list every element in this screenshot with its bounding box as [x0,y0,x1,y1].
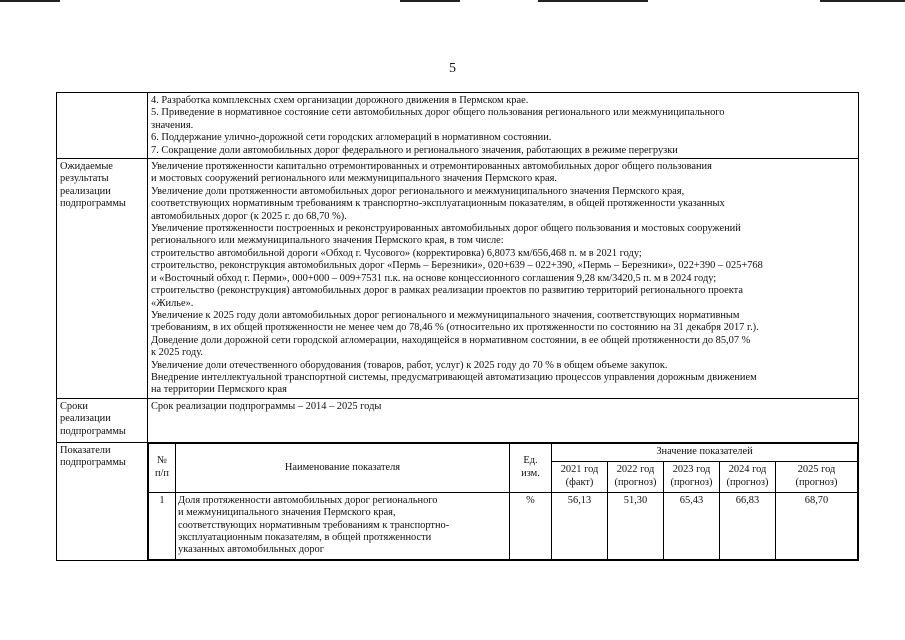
results-label [57,159,148,399]
row-name-line: и межмуниципального значения Пермского края, [178,507,396,519]
row-unit: % [510,492,552,559]
col-unit-header-line: изм. [521,467,540,479]
page-number: 5 [449,61,456,76]
col-num-header-line: п/п [154,467,169,479]
result-line: строительство (реконструкция) автомобильных дорог в рамках реализации проектов по развитию территорий регионального проекта [151,285,743,297]
year-label: 2022 год [616,464,655,476]
results-label-line: Ожидаемые [60,161,113,173]
passport-table [56,92,859,561]
results-cell [148,159,859,399]
year-header [608,461,664,492]
result-line: строительство автомобильной дороги «Обход г. Чусового» (корректировка) 6,8073 км/656,468 п. м в 2021 году; [151,247,642,259]
result-line: Увеличение протяженности капитально отремонтированных и отремонтированных автомобильных дорог общего пользования [151,161,712,173]
task-line: 7. Сокращение доли автомобильных дорог федерального и регионального значения, работающих в режиме перегрузки [151,144,678,156]
year-header [664,461,720,492]
result-line: к 2025 году. [151,347,203,359]
row-name-line: соответствующих нормативным требованиям к транспортно- [178,519,450,531]
task-line: 6. Поддержание улично-дорожной сети городских агломераций в нормативном состоянии. [151,132,552,144]
result-line: автомобильных дорог (к 2025 г. до 68,70 %). [151,210,347,222]
result-line: на территории Пермского края [151,384,287,396]
year-header [552,461,608,492]
result-line: и «Восточный обход г. Перми», 000+000 – 009+7531 п.к. на основе концессионного соглашения 9,28 км/3420,5 п. м в 2024 году; [151,272,717,284]
result-line: соответствующих нормативным требованиям к транспортно-эксплуатационным показателям, в общей протяженности указанных [151,198,725,210]
indicators-header-row [149,443,858,461]
row-value: 51,30 [608,492,664,559]
task-line: значения. [151,119,194,131]
top-mark-left [0,0,60,2]
indicators-label-line: Показатели [60,444,111,456]
row-value: 66,83 [720,492,776,559]
row-value: 68,70 [776,492,858,559]
row-value: 65,43 [664,492,720,559]
terms-label-line: Сроки [60,400,88,412]
year-kind: (факт) [565,476,594,488]
terms-label [57,398,148,442]
indicators-label [57,442,148,560]
indicators-cell [148,442,859,560]
col-unit-header-line: Ед. [523,455,538,467]
indicators-row [57,442,859,560]
row-num: 1 [149,492,176,559]
terms-label-line: реализации [60,413,111,425]
terms-label-line: подпрограммы [60,425,126,437]
year-kind: (прогноз) [614,476,657,488]
terms-cell [148,398,859,442]
task-line: 4. Разработка комплексных схем организации дорожного движения в Пермском крае. [151,95,529,106]
year-header [720,461,776,492]
result-line: Увеличение к 2025 году доли автомобильных дорог регионального и межмуниципального значения, соответствующих нормативным [151,309,740,321]
year-label: 2021 год [560,464,599,476]
results-label-line: реализации [60,185,111,197]
tasks-cell [148,93,859,159]
values-header: Значение показателей [552,443,858,461]
col-num-header-line: № [157,455,167,467]
result-line: Увеличение доли отечественного оборудования (товаров, работ, услуг) к 2025 году до 70 % в общем объеме закупок. [151,359,668,371]
results-row [57,159,859,399]
year-label: 2023 год [672,464,711,476]
tasks-label-cell [57,93,148,159]
year-header [776,461,858,492]
tasks-row [57,93,859,159]
result-line: регионального или межмуниципального значения Пермского края, в том числе: [151,235,504,247]
results-label-line: подпрограммы [60,198,126,210]
row-name-line: эксплуатационным показателям, в общей протяженности [178,531,432,543]
terms-row [57,398,859,442]
col-num-header [149,443,176,492]
result-line: Внедрение интеллектуальной транспортной системы, предусматривающей автоматизацию процессов управления дорожным движением [151,371,757,383]
row-value: 56,13 [552,492,608,559]
row-name [176,492,510,559]
result-line: Увеличение протяженности построенных и реконструированных автомобильных дорог общего пользования и мостовых сооружений [151,223,741,235]
result-line: «Жилье». [151,297,194,309]
row-name-line: указанных автомобильных дорог [178,544,324,556]
result-line: требованиям, в их общей протяженности не менее чем до 78,46 % (относительно их протяженности по состоянию на 31 декабря 2017 г.). [151,322,759,334]
top-mark-mid [400,0,460,2]
terms-text: Срок реализации подпрограммы – 2014 – 2025 годы [151,400,382,412]
year-label: 2024 год [728,464,767,476]
top-mark-far-right [820,0,905,2]
col-unit-header [510,443,552,492]
row-name-line: Доля протяженности автомобильных дорог регионального [178,494,438,506]
task-line: 5. Приведение в нормативное состояние сети автомобильных дорог общего пользования регионального или межмуниципального [151,107,725,119]
col-name-header: Наименование показателя [176,443,510,492]
year-label: 2025 год [797,464,836,476]
result-line: Доведение доли дорожной сети городской агломерации, находящейся в нормативном состоянии, в ее общей протяженности до 85,07 % [151,334,751,346]
indicators-label-line: подпрограммы [60,457,126,469]
result-line: строительство, реконструкция автомобильных дорог «Пермь – Березники», 020+639 – 022+390, «Пермь – Березники», 022+390 – 025+768 [151,260,763,272]
year-kind: (прогноз) [726,476,769,488]
result-line: и мостовых сооружений регионального или межмуниципального значения Пермского края. [151,173,557,185]
table-row [149,492,858,559]
results-label-line: результаты [60,173,109,185]
top-mark-right [538,0,648,2]
year-kind: (прогноз) [795,476,838,488]
year-kind: (прогноз) [670,476,713,488]
indicators-table [148,443,858,560]
result-line: Увеличение доли протяженности автомобильных дорог регионального и межмуниципального значения Пермского края, [151,185,685,197]
